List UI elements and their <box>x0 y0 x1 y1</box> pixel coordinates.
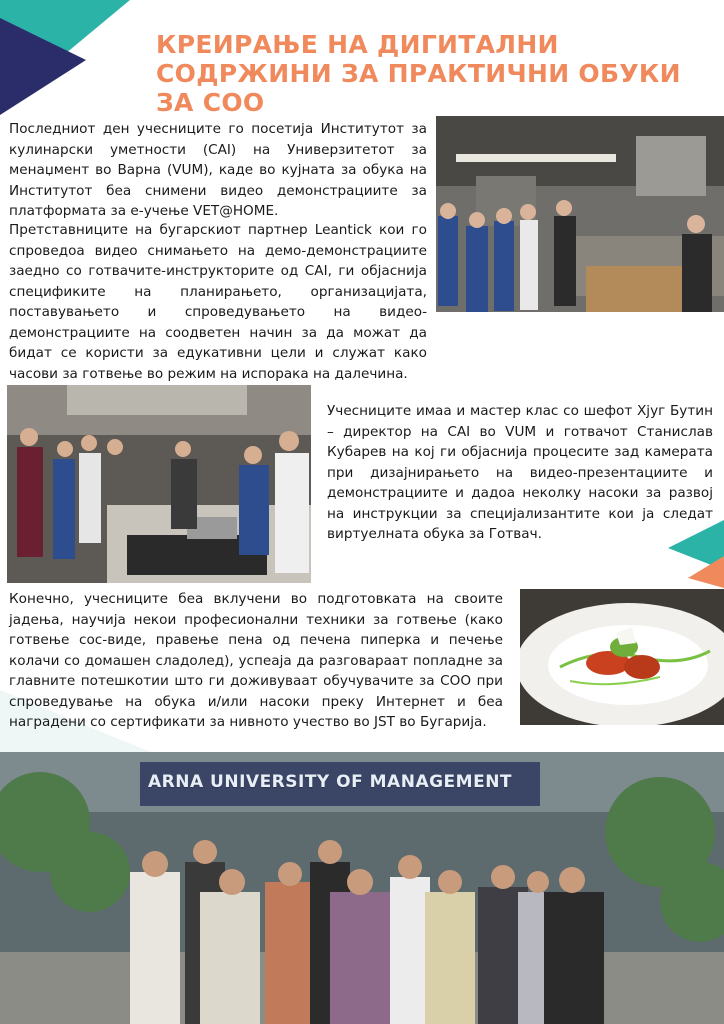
paragraph-conclusion: Конечно, учесниците беа вклучени во подготовката на своите јадења, научија некои професионални техники за готвење (како готвење сос-виде, правење пена од печена пиперка и печење колачи со домашен сладолед), успеаја да разговараат попладне за главните потешкотии што ги доживуваат обучувачите за СОО при спроведување на обука и/или насоки преку Интернет и беа наградени со сертификати за нивното учество во JST во Бугарија. <box>9 591 503 730</box>
chef-demonstration-photo <box>7 385 311 583</box>
group-photo <box>0 752 724 1024</box>
kitchen-training-photo <box>436 116 724 312</box>
paragraph-master-class: Учесниците имаа и мастер клас со шефот Хјуг Бутин – директор на CAI во VUM и готвачот Станислав Кубарев на кој ги објаснија процесите зад камерата при дизајнирањето на видео-презентациите и демонстрациите и дадоа неколку насоки за развој на инструкции за специјализантите кои ја следат виртуелната обука за Готвач. <box>327 403 713 542</box>
university-sign: ARNA UNIVERSITY OF MANAGEMENT <box>148 772 513 792</box>
page-title: КРЕИРАЊЕ НА ДИГИТАЛНИ СОДРЖИНИ ЗА ПРАКТИЧНИ ОБУКИ ЗА СОО <box>156 30 681 117</box>
plated-dish-photo <box>520 589 724 725</box>
corner-triangles-decoration <box>0 0 140 130</box>
paragraph-visit: Последниот ден учесниците го посетија Институтот за кулинарски уметности (CAI) на Универзитетот за менаџмент во Варна (VUM), каде во кујната за обука на Институтот беа снимени видео демонстрациите за платформата за е-учење VET@HOME. <box>9 121 427 219</box>
paragraph-partner: Претставниците на бугарскиот партнер Leantick кои го спроведоа видео снимањето на демо-демонстрациите заедно со готвачите-инструкторите од CAI, ги објаснија спецификите на планирањето, организацијата, поставувањето и спроведувањето на видео-демонстрациите на соодветен начин за да можат да бидат се користи за едукативни цели и служат како часови за готвење во режим на испорака на далечина. <box>9 222 427 382</box>
